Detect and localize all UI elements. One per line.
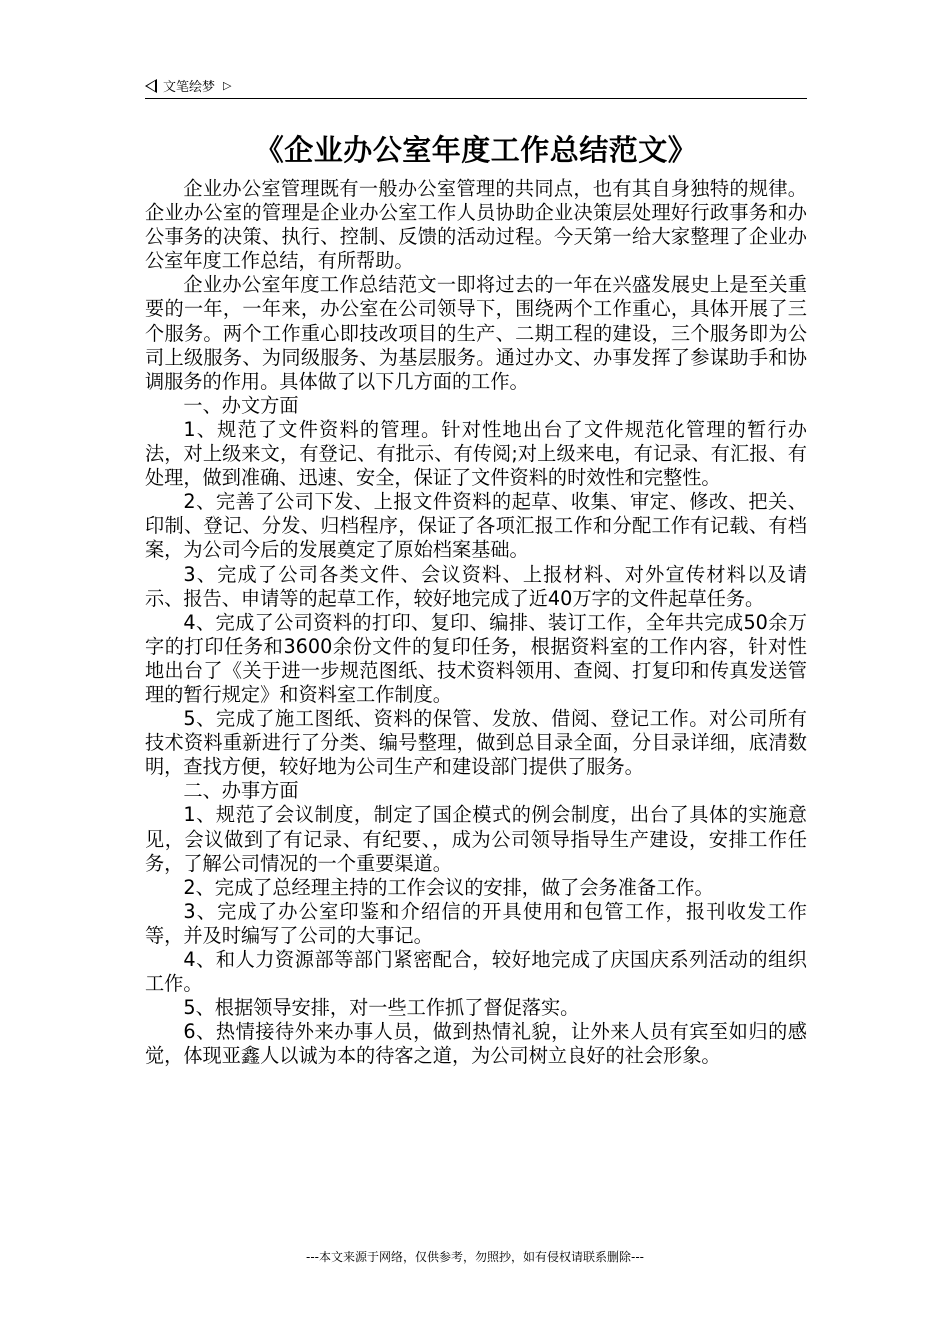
paragraph: 企业办公室年度工作总结范文一即将过去的一年在兴盛发展史上是至关重要的一年，一年来，办公室在公司领导下，围绕两个工作重心，具体开展了三个服务。两个工作重心即技改项目的生产、二期工程的建设，三个服务即为公司上级服务、为同级服务、为基层服务。通过办文、办事发挥了参谋助手和协调服务的作用。具体做了以下几方面的工作。 bbox=[145, 273, 807, 393]
triangle-left-icon bbox=[145, 79, 157, 93]
paragraph: 企业办公室管理既有一般办公室管理的共同点，也有其自身独特的规律。企业办公室的管理是企业办公室工作人员协助企业决策层处理好行政事务和办公事务的决策、执行、控制、反馈的活动过程。今天第一给大家整理了企业办公室年度工作总结，有所帮助。 bbox=[145, 177, 807, 273]
paragraph: 5、根据领导安排，对一些工作抓了督促落实。 bbox=[183, 996, 580, 1020]
section-heading: 一、办文方面 bbox=[183, 393, 299, 417]
paragraph: 4、和人力资源部等部门紧密配合，较好地完成了庆国庆系列活动的组织工作。 bbox=[145, 948, 807, 996]
page-header bbox=[145, 72, 807, 99]
header-brand-text: 文笔绘梦 bbox=[163, 80, 216, 95]
paragraph: 1、规范了会议制度，制定了国企模式的例会制度，出台了具体的实施意见，会议做到了有记录、有纪要、，成为公司领导指导生产建设，安排工作任务，了解公司情况的一个重要渠道。 bbox=[145, 803, 807, 875]
page-footer: ---本文来源于网络，仅供参考，勿照抄，如有侵权请联系删除--- bbox=[306, 1250, 644, 1264]
triangle-right-icon: ▷ bbox=[223, 79, 232, 92]
paragraph: 6、热情接待外来办事人员，做到热情礼貌，让外来人员有宾至如归的感觉，体现亚鑫人以诚为本的待客之道，为公司树立良好的社会形象。 bbox=[145, 1020, 807, 1068]
paragraph: 2、完善了公司下发、上报文件资料的起草、收集、审定、修改、把关、印制、登记、分发、归档程序，保证了各项汇报工作和分配工作有记载、有档案，为公司今后的发展奠定了原始档案基础。 bbox=[145, 490, 807, 562]
paragraph: 4、完成了公司资料的打印、复印、编排、装订工作，全年共完成50余万字的打印任务和3600余份文件的复印任务，根据资料室的工作内容，针对性地出台了《关于进一步规范图纸、技术资料领用、查阅、打复印和传真发送管理的暂行规定》和资料室工作制度。 bbox=[145, 610, 807, 706]
header-brand bbox=[145, 76, 231, 95]
paragraph: 3、完成了公司各类文件、会议资料、上报材料、对外宣传材料以及请示、报告、申请等的起草工作，较好地完成了近40万字的文件起草任务。 bbox=[145, 562, 807, 610]
paragraph: 2、完成了总经理主持的工作会议的安排，做了会务准备工作。 bbox=[183, 875, 714, 899]
document-title: 《企业办公室年度工作总结范文》 bbox=[254, 133, 698, 167]
paragraph: 3、完成了办公室印鉴和介绍信的开具使用和包管工作，报刊收发工作等，并及时编写了公司的大事记。 bbox=[145, 899, 807, 947]
section-heading: 二、办事方面 bbox=[183, 779, 299, 803]
paragraph: 1、规范了文件资料的管理。针对性地出台了文件规范化管理的暂行办法，对上级来文，有登记、有批示、有传阅;对上级来电，有记录、有汇报、有处理，做到准确、迅速、安全，保证了文件资料的时效性和完整性。 bbox=[145, 417, 807, 490]
paragraph: 5、完成了施工图纸、资料的保管、发放、借阅、登记工作。对公司所有技术资料重新进行了分类、编号整理，做到总目录全面，分目录详细，底清数明，查找方便，较好地为公司生产和建设部门提供了服务。 bbox=[145, 707, 807, 779]
document-body bbox=[145, 177, 807, 1068]
